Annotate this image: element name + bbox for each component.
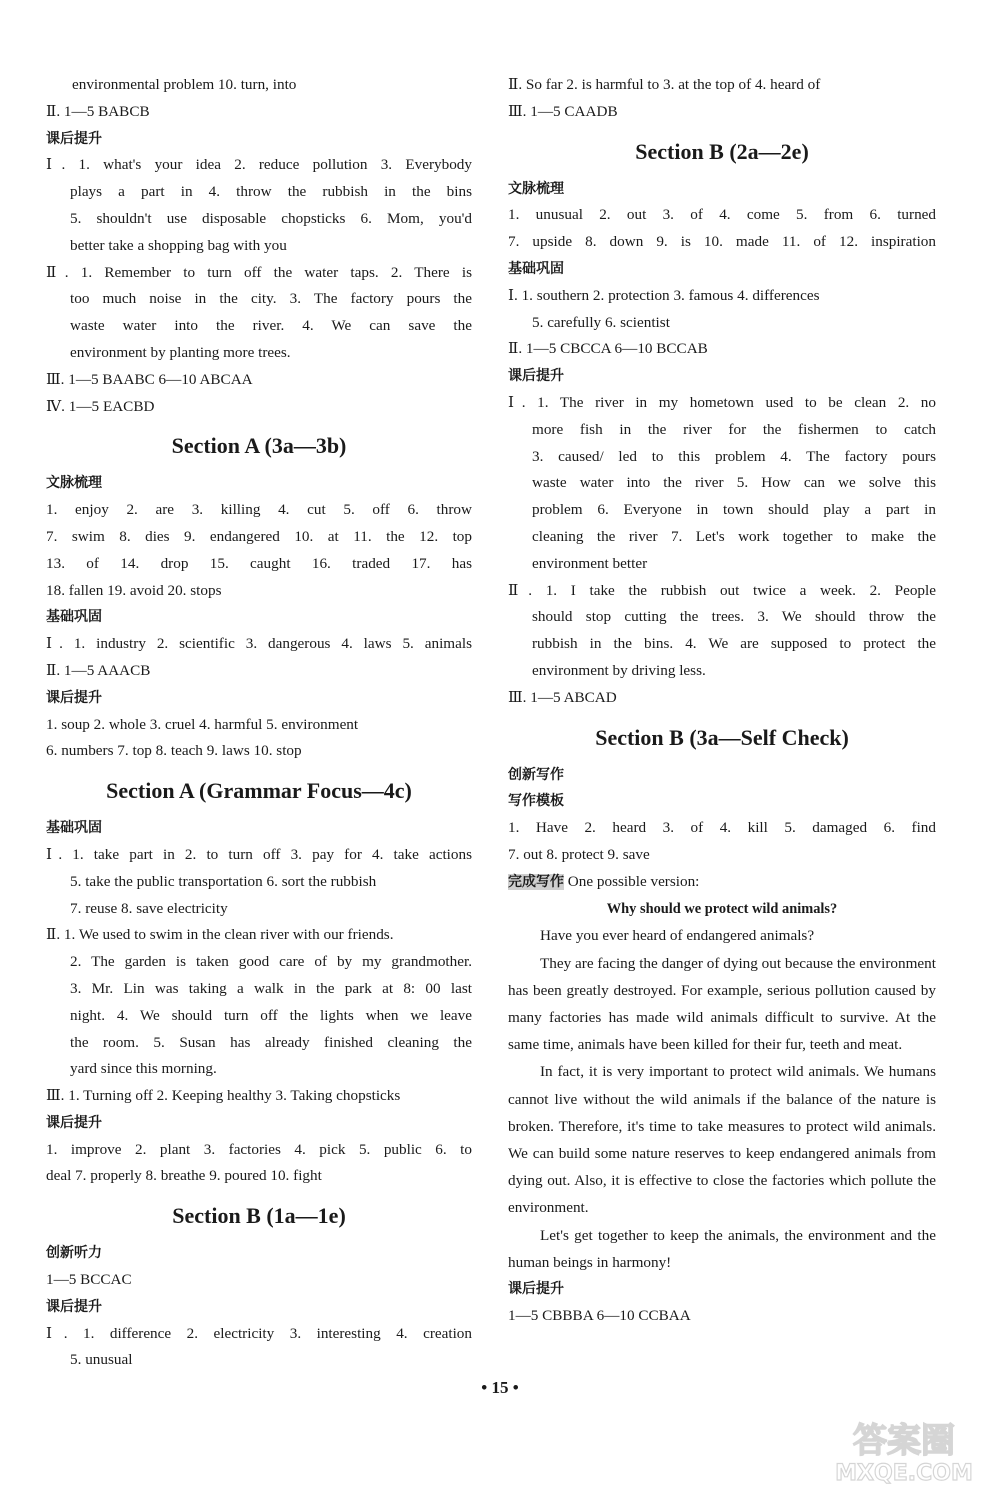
subheading: 基础巩固 xyxy=(46,820,102,837)
answer-line: Ⅱ. 1. I take the rubbish out twice a week. 2. People xyxy=(508,581,936,599)
answer-line: 7. reuse 8. save electricity xyxy=(70,899,228,917)
answer-line: more fish in the river for the fishermen to catch xyxy=(532,420,936,438)
answer-line: 1—5 BCCAC xyxy=(46,1271,132,1289)
answer-line: Ⅱ. 1. We used to swim in the clean river with our friends. xyxy=(46,926,394,944)
answer-line: too much noise in the city. 3. The factory pours the xyxy=(70,290,472,308)
answer-line: plays a part in 4. throw the rubbish in the bins xyxy=(70,183,472,201)
subheading: 课后提升 xyxy=(46,1298,102,1315)
answer-line: Ⅰ. 1. The river in my hometown used to be clean 2. no xyxy=(508,393,936,411)
version-note: One possible version: xyxy=(564,872,700,890)
subheading: 文脉梳理 xyxy=(508,180,564,197)
answer-line: Ⅳ. 1—5 EACBD xyxy=(46,397,155,415)
section-title: Section A (3a—3b) xyxy=(171,433,347,459)
subheading: 创新写作 xyxy=(508,766,564,783)
answer-line: 1. Have 2. heard 3. of 4. kill 5. damaged 6. find xyxy=(508,819,936,837)
subheading: 基础巩固 xyxy=(508,260,564,277)
answer-line: night. 4. We should turn off the lights when we leave xyxy=(70,1006,472,1024)
answer-line: 1. unusual 2. out 3. of 4. come 5. from 6. turned xyxy=(508,206,936,224)
answer-line: 3. caused/ led to this problem 4. The factory pours xyxy=(532,447,936,465)
answer-line: yard since this morning. xyxy=(70,1060,217,1078)
answer-line: 7. upside 8. down 9. is 10. made 11. of 12. inspiration xyxy=(508,233,936,251)
answer-line: Ⅰ. 1. take part in 2. to turn off 3. pay for 4. take actions xyxy=(46,845,472,863)
answer-line: environmental problem 10. turn, into xyxy=(72,76,297,93)
essay-paragraph: Have you ever heard of endangered animals? xyxy=(540,927,815,945)
essay-paragraph: In fact, it is very important to protect wild animals. We humans cannot live without the wild animals if the balance of the nature is broken. Therefore, it's time to take measures to protect wild animals. We can build some nature reserves to keep endangered animals from dying out. Also, it is effective to close the factories which pollute the environment. xyxy=(508,1063,936,1217)
answer-line: Ⅰ. 1. what's your idea 2. reduce pollution 3. Everybody xyxy=(46,156,472,174)
answer-line: Ⅱ. So far 2. is harmful to 3. at the top of 4. heard of xyxy=(508,76,821,93)
subheading: 完成写作 xyxy=(508,873,564,890)
section-title: Section A (Grammar Focus—4c) xyxy=(106,778,412,804)
answer-line: 6. numbers 7. top 8. teach 9. laws 10. stop xyxy=(46,742,302,760)
subheading: 基础巩固 xyxy=(46,609,102,626)
subheading: 课后提升 xyxy=(46,1114,102,1131)
subheading: 文脉梳理 xyxy=(46,475,102,492)
answer-line: environment by planting more trees. xyxy=(70,343,291,361)
right-column xyxy=(508,72,936,1330)
subheading: 课后提升 xyxy=(508,1280,564,1297)
section-title: Section B (3a—Self Check) xyxy=(595,724,849,750)
answer-line: Ⅱ. 1—5 BABCB xyxy=(46,102,150,120)
subheading: 课后提升 xyxy=(46,130,102,147)
subheading: 创新听力 xyxy=(46,1245,102,1262)
answer-line: the room. 5. Susan has already finished cleaning the xyxy=(70,1033,472,1051)
left-column xyxy=(46,72,472,1374)
answer-line: environment by driving less. xyxy=(532,661,706,679)
answer-line: Ⅱ. 1—5 CBCCA 6—10 BCCAB xyxy=(508,340,708,358)
answer-line: Ⅰ. 1. industry 2. scientific 3. dangerous 4. laws 5. animals xyxy=(46,635,472,653)
answer-line: 1. soup 2. whole 3. cruel 4. harmful 5. environment xyxy=(46,715,359,733)
answer-line: Ⅰ. 1. southern 2. protection 3. famous 4. differences xyxy=(508,286,820,304)
watermark-logo xyxy=(820,1416,988,1486)
watermark-bottom: MXQE.COM xyxy=(835,1461,973,1486)
answer-line: 1. improve 2. plant 3. factories 4. pick 5. public 6. to xyxy=(46,1140,472,1158)
answer-line: Ⅰ. 1. difference 2. electricity 3. interesting 4. creation xyxy=(46,1324,472,1342)
page-number: • 15 • xyxy=(481,1378,519,1397)
answer-line: Ⅱ. 1. Remember to turn off the water taps. 2. There is xyxy=(46,263,472,281)
answer-line: waste water into the river 5. How can we solve this xyxy=(532,474,936,492)
answer-line: should stop cutting the trees. 3. We should throw the xyxy=(532,608,936,626)
answer-line: Ⅲ. 1—5 CAADB xyxy=(508,102,618,120)
answer-line: Ⅲ. 1. Turning off 2. Keeping healthy 3. Taking chopsticks xyxy=(46,1087,401,1105)
subheading: 课后提升 xyxy=(46,689,102,706)
answer-line: 5. take the public transportation 6. sort the rubbish xyxy=(70,872,377,890)
answer-line: 1—5 CBBBA 6—10 CCBAA xyxy=(508,1306,691,1324)
essay-paragraph: They are facing the danger of dying out because the environment has been greatly destroyed. For example, serious pollution caused by many factories has made wild animals difficult to survive. At the same time, animals have been killed for their fur, teeth and meat. xyxy=(508,954,936,1054)
subheading: 写作模板 xyxy=(508,793,564,810)
answer-line: problem 6. Everyone in town should play a part in xyxy=(532,501,936,519)
answer-line: 5. carefully 6. scientist xyxy=(532,313,670,331)
answer-line: waste water into the river. 4. We can save the xyxy=(70,317,472,335)
answer-line: 3. Mr. Lin was taking a walk in the park at 8: 00 last xyxy=(70,979,472,997)
answer-line: Ⅱ. 1—5 AAACB xyxy=(46,661,151,679)
answer-line: 13. of 14. drop 15. caught 16. traded 17. has xyxy=(46,554,472,572)
answer-line: 5. unusual xyxy=(70,1351,133,1369)
section-title: Section B (2a—2e) xyxy=(635,138,809,164)
answer-line: 7. out 8. protect 9. save xyxy=(508,845,650,863)
answer-line: cleaning the river 7. Let's work together to make the xyxy=(532,527,936,545)
answer-line: 1. enjoy 2. are 3. killing 4. cut 5. off 6. throw xyxy=(46,501,472,519)
answer-line: rubbish in the bins. 4. We are supposed to protect the xyxy=(532,635,936,653)
answer-line: Ⅲ. 1—5 ABCAD xyxy=(508,688,617,706)
essay-paragraph: Let's get together to keep the animals, the environment and the human beings in harmony! xyxy=(508,1226,936,1271)
answer-line: deal 7. properly 8. breathe 9. poured 10. fight xyxy=(46,1167,322,1185)
answer-line: 2. The garden is taken good care of by my grandmother. xyxy=(70,953,472,971)
answer-line: environment better xyxy=(532,554,648,572)
answer-line: Ⅲ. 1—5 BAABC 6—10 ABCAA xyxy=(46,370,253,388)
subheading: 课后提升 xyxy=(508,368,564,385)
answer-line: 5. shouldn't use disposable chopsticks 6. Mom, you'd xyxy=(70,209,472,227)
answer-line: 18. fallen 19. avoid 20. stops xyxy=(46,581,222,599)
section-title: Section B (1a—1e) xyxy=(172,1203,346,1229)
essay-title: Why should we protect wild animals? xyxy=(606,900,838,917)
watermark-top: 答案圈 xyxy=(853,1421,955,1461)
answer-line: 7. swim 8. dies 9. endangered 10. at 11. the 12. top xyxy=(46,527,472,545)
answer-line: better take a shopping bag with you xyxy=(70,236,287,254)
writing-intro xyxy=(508,869,936,896)
